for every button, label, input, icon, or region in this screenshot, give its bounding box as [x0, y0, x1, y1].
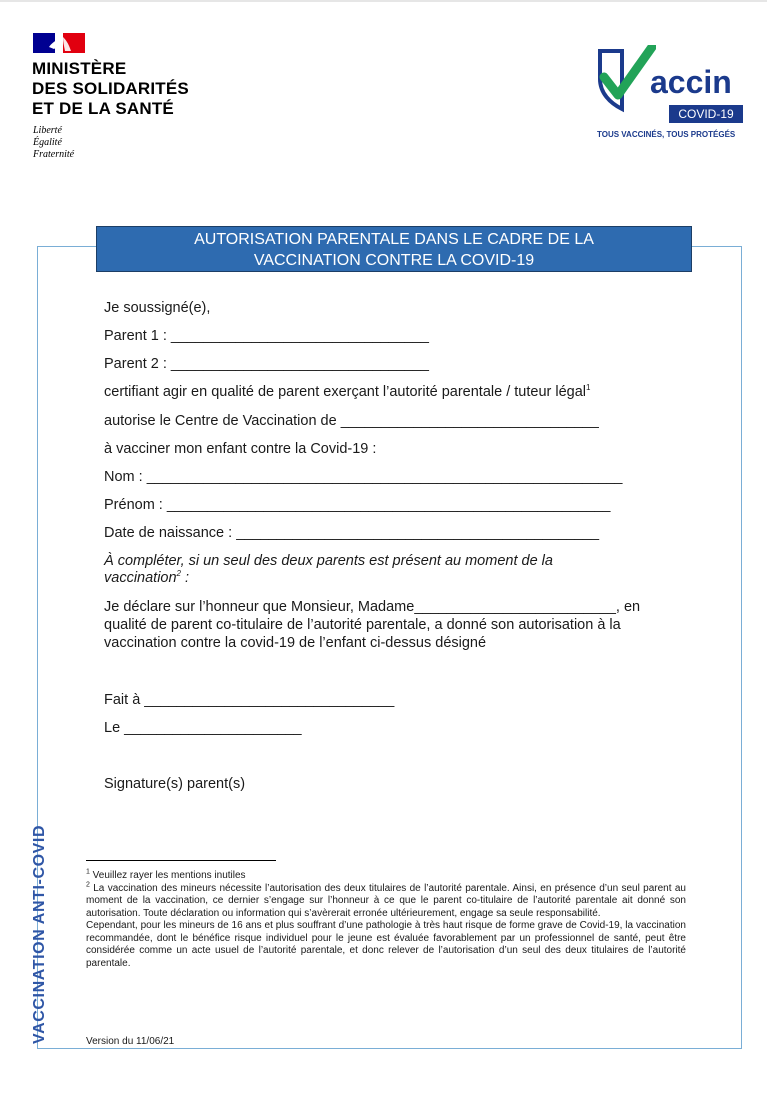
single-parent-note-line2: [104, 569, 189, 587]
ministry-line: ET DE LA SANTÉ: [32, 99, 174, 118]
certify-text: [104, 383, 590, 401]
footnote-3: Cependant, pour les mineurs de 16 ans et plus souffrant d’une pathologie à très haut risque de forme grave de Covid-19, la vaccination recommandée, dont le bénéfice risque individuel pour le jeune est évaluée favorablement par un professionnel de santé, peut être considérée comme un acte usuel de l’autorité parentale, et donc relever de l’autorisation d’un seul des deux titulaires de l’autorité parentale.: [86, 920, 686, 969]
ministry-line: MINISTÈRE: [32, 59, 127, 78]
intro-text: Je soussigné(e),: [104, 300, 211, 316]
marianne-flag-logo: [33, 33, 85, 53]
declaration-line2: qualité de parent co-titulaire de l’autorité parentale, a donné son autorisation à la: [104, 617, 621, 633]
side-label: VACCINATION ANTI-COVID: [31, 824, 48, 1044]
footnote-2-mark: 2: [86, 881, 90, 889]
vaccin-covid-logo: [596, 45, 744, 145]
top-edge: [0, 0, 767, 2]
footnote-1: [86, 870, 686, 883]
declaration-line3: vaccination contre la covid-19 de l’enfant ci-dessus désigné: [104, 635, 487, 651]
title-line: VACCINATION CONTRE LA COVID-19: [253, 252, 535, 269]
single-parent-colon: :: [181, 570, 190, 586]
motto-line: Égalité: [33, 137, 62, 148]
footnote-1-text: Veuillez rayer les mentions inutiles: [89, 870, 246, 881]
footnote-ref-2: 2: [176, 569, 181, 579]
single-parent-note-line1: À compléter, si un seul des deux parents est présent au moment de la: [104, 553, 553, 569]
vaccinate-text: à vacciner mon enfant contre la Covid-19 :: [104, 441, 377, 457]
version-label: Version du 11/06/21: [86, 1036, 175, 1047]
place-field[interactable]: Fait à _______________________________: [104, 692, 395, 708]
title-line: AUTORISATION PARENTALE DANS LE CADRE DE LA: [194, 231, 594, 248]
motto-line: Fraternité: [33, 149, 75, 160]
child-lastname-field[interactable]: Nom : ___________________________________________________________: [104, 469, 623, 485]
child-birthdate-field[interactable]: Date de naissance : _____________________________________________: [104, 525, 600, 541]
date-field[interactable]: Le ______________________: [104, 720, 302, 736]
logo-tagline: TOUS VACCINÉS, TOUS PROTÉGÉS: [597, 130, 736, 139]
motto-line: Liberté: [33, 125, 62, 136]
logo-word: accin: [650, 64, 732, 100]
footnote-1-mark: 1: [86, 868, 90, 876]
signature-label: Signature(s) parent(s): [104, 776, 246, 792]
footnote-divider: [86, 860, 276, 861]
logo-badge: COVID-19: [669, 105, 743, 123]
ministry-name: [32, 59, 189, 119]
republic-motto: [33, 125, 74, 161]
single-parent-label: vaccination: [104, 570, 177, 586]
parent2-field[interactable]: Parent 2 : ________________________________: [104, 356, 429, 372]
footnote-2-text: La vaccination des mineurs nécessite l’autorisation des deux titulaires de l’autorité parentale. Ainsi, en présence d’un seul parent au moment de la vaccination, ce dernier s’engage sur l’honneur à ce que le parent co-titulaire de l’autorité parentale ait donné son autorisation. Toute déclaration ou information qui s’avèrerait erronée ultérieurement, engage sa seule responsabilité.: [86, 882, 686, 919]
child-firstname-field[interactable]: Prénom : _______________________________________________________: [104, 497, 611, 513]
vaccination-center-field[interactable]: autorise le Centre de Vaccination de ________________________________: [104, 413, 599, 429]
form-title: [96, 226, 692, 272]
footnotes: [86, 870, 686, 970]
footnote-ref-1: 1: [586, 383, 591, 393]
certify-label: certifiant agir en qualité de parent exerçant l’autorité parentale / tuteur légal: [104, 384, 587, 400]
parent1-field[interactable]: Parent 1 : ________________________________: [104, 328, 429, 344]
declaration-line1[interactable]: Je déclare sur l’honneur que Monsieur, Madame_________________________, en: [104, 599, 641, 615]
ministry-line: DES SOLIDARITÉS: [32, 79, 189, 98]
footnote-2: [86, 883, 686, 921]
shield-check-icon: [596, 45, 656, 119]
